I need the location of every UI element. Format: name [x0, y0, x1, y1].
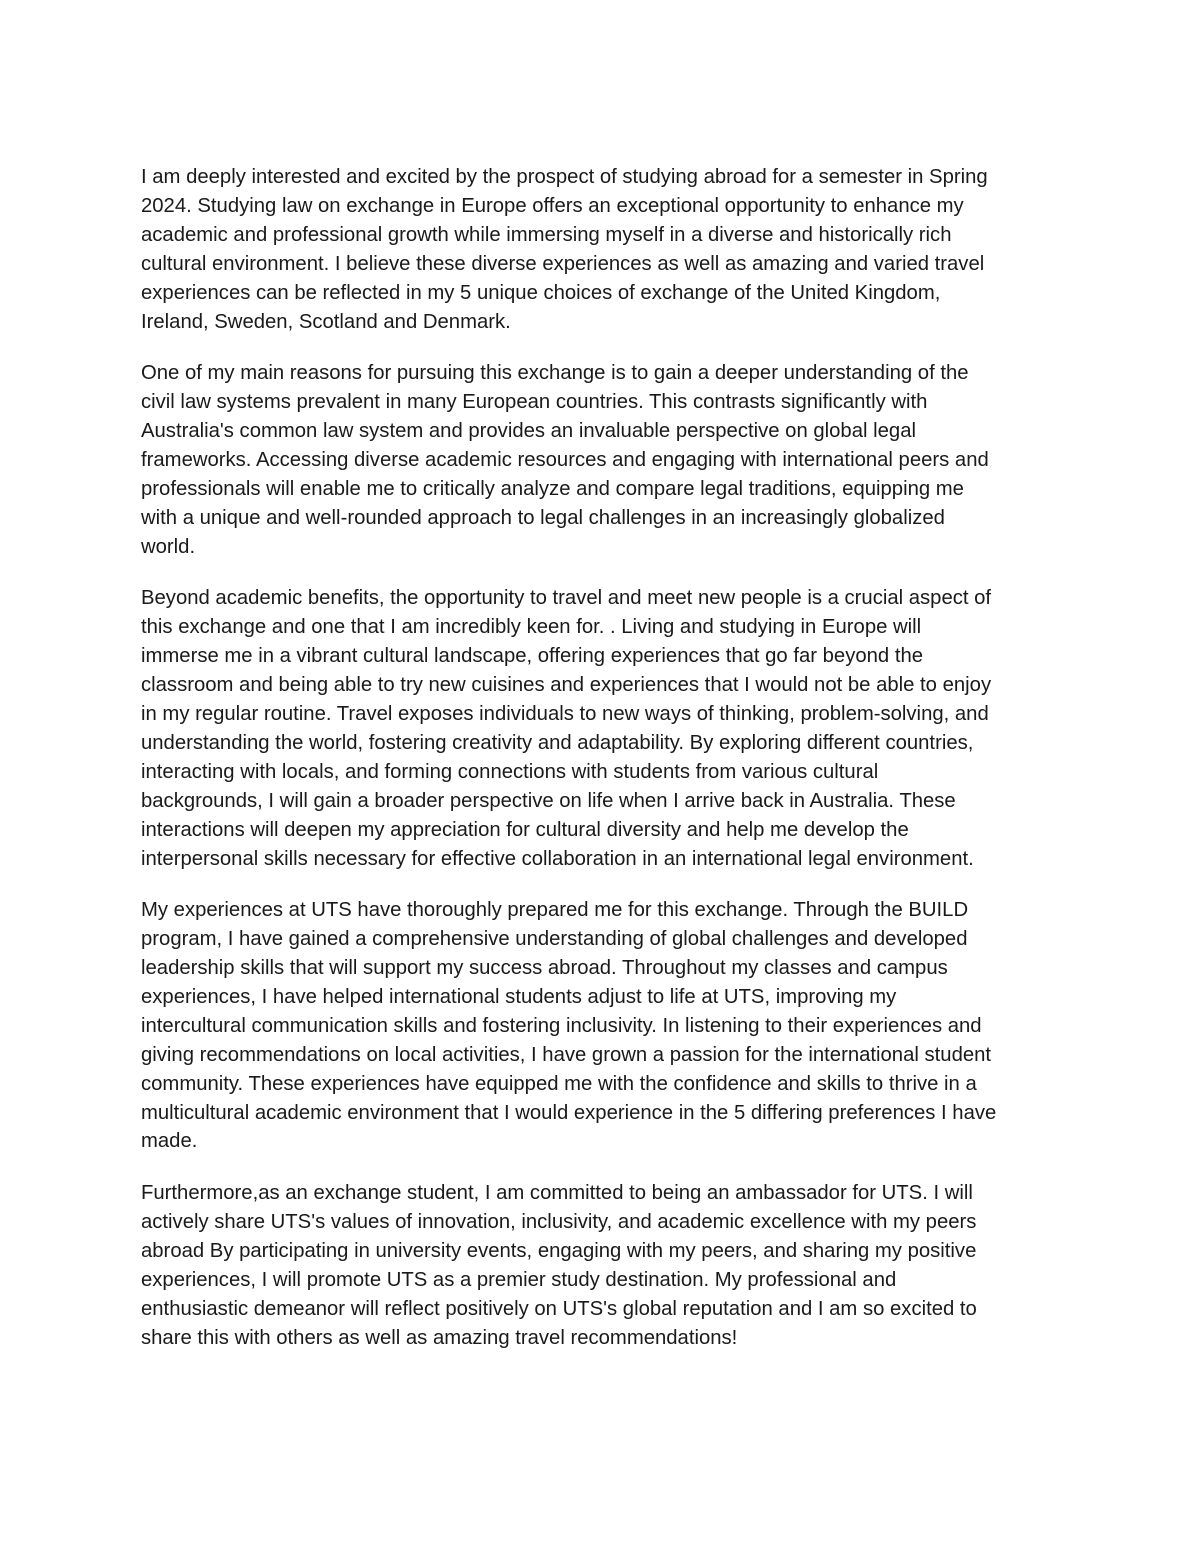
document-body: [141, 163, 1066, 1375]
paragraph-ambassador: Furthermore,as an exchange student, I am committed to being an ambassador for UTS. I will actively share UTS's values of innovation, inclusivity, and academic excellence with my peers abroad By participating in university events, engaging with my peers, and sharing my positive experiences, I will promote UTS as a premier study destination. My professional and enthusiastic demeanor will reflect positively on UTS's global reputation and I am so excited to share this with others as well as amazing travel recommendations!: [141, 1182, 977, 1349]
paragraph-uts-experience: My experiences at UTS have thoroughly prepared me for this exchange. Through the BUILD program, I have gained a comprehensive understanding of global challenges and developed leadership skills that will support my success abroad. Throughout my classes and campus experiences, I have helped international students adjust to life at UTS, improving my intercultural communication skills and fostering inclusivity. In listening to their experiences and giving recommendations on local activities, I have grown a passion for the international student community. These experiences have equipped me with the confidence and skills to thrive in a multicultural academic environment that I would experience in the 5 differing preferences I have made.: [141, 899, 997, 1153]
paragraph-intro: I am deeply interested and excited by the prospect of studying abroad for a semester in Spring 2024. Studying law on exchange in Europe offers an exceptional opportunity to enhance my academic and professional growth while immersing myself in a diverse and historically rich cultural environment. I believe these diverse experiences as well as amazing and varied travel experiences can be reflected in my 5 unique choices of exchange of the United Kingdom, Ireland, Sweden, Scotland and Denmark.: [141, 166, 988, 333]
paragraph-civil-law: One of my main reasons for pursuing this exchange is to gain a deeper understanding of the civil law systems prevalent in many European countries. This contrasts significantly with Australia's common law system and provides an invaluable perspective on global legal frameworks. Accessing diverse academic resources and engaging with international peers and professionals will enable me to critically analyze and compare legal traditions, equipping me with a unique and well-rounded approach to legal challenges in an increasingly globalized world.: [141, 362, 989, 558]
paragraph-travel: Beyond academic benefits, the opportunity to travel and meet new people is a crucial aspect of this exchange and one that I am incredibly keen for. . Living and studying in Europe will immerse me in a vibrant cultural landscape, offering experiences that go far beyond the classroom and being able to try new cuisines and experiences that I would not be able to enjoy in my regular routine. Travel exposes individuals to new ways of thinking, problem-solving, and understanding the world, fostering creativity and adaptability. By exploring different countries, interacting with locals, and forming connections with students from various cultural backgrounds, I will gain a broader perspective on life when I arrive back in Australia. These interactions will deepen my appreciation for cultural diversity and help me develop the interpersonal skills necessary for effective collaboration in an international legal environment.: [141, 587, 992, 870]
